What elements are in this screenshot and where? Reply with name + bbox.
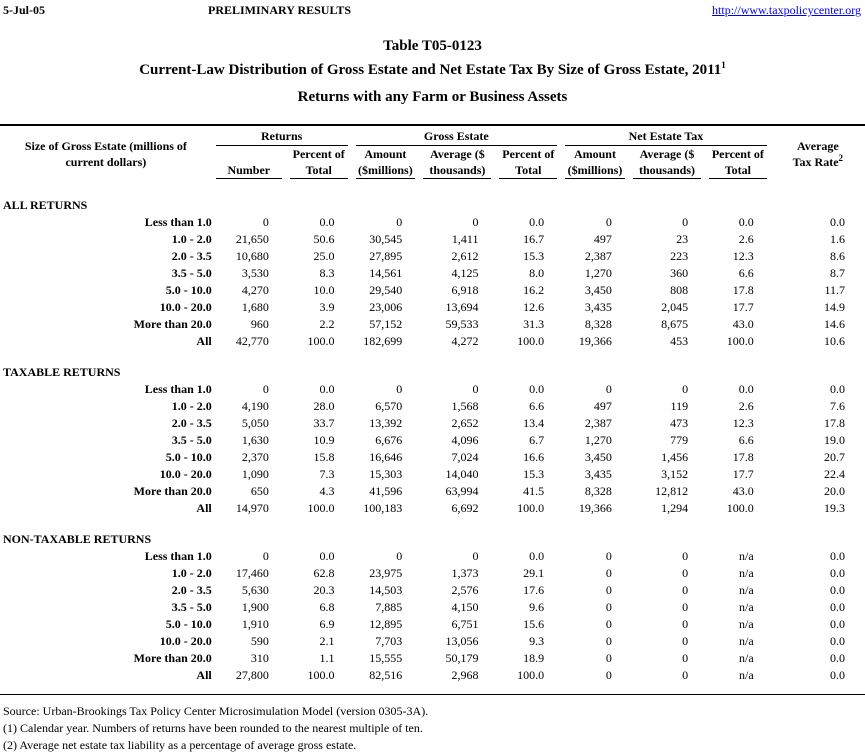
gross-estate-group-header: Gross Estate [352,128,562,146]
table-row [0,214,865,231]
table-cell: 590 [250,634,269,648]
row-label: Less than 1.0 [144,382,212,396]
table-cell: 1,411 [451,232,479,246]
gross-amount-header: Amount ($millions) [352,146,420,179]
table-cell: 2,370 [241,450,269,464]
table-cell: 0.0 [830,668,845,682]
net-estate-tax-group-header: Net Estate Tax [561,128,771,146]
table-cell: 6.8 [319,600,335,614]
size-column-header: Size of Gross Estate (millions of current dollars) [24,138,187,169]
table-cell: 3,435 [584,300,612,314]
table-cell: 310 [250,651,269,665]
table-cell: 0 [605,549,612,563]
table-row [0,415,865,432]
table-cell: 0 [682,382,689,396]
table-cell: 6,692 [451,501,479,515]
table-cell: 41.5 [523,484,545,498]
row-label: 10.0 - 20.0 [159,300,212,314]
table-cell: 453 [670,334,689,348]
table-cell: 8.7 [830,266,845,280]
table-row [0,466,865,483]
table-cell: 57,152 [369,317,403,331]
preliminary-label: PRELIMINARY RESULTS [208,3,352,17]
table-cell: 1,680 [241,300,269,314]
table-row [0,500,865,517]
table-cell: 20.7 [824,450,845,464]
table-cell: 6.6 [738,266,754,280]
table-cell: 6.6 [529,399,545,413]
table-title: Current-Law Distribution of Gross Estate and Net Estate Tax By Size of Gross Estate, 2011$^1$ [139,60,726,78]
table-cell: 7.6 [830,399,845,413]
table-row [0,599,865,616]
table-cell: 27,800 [235,668,269,682]
row-label: All [196,334,212,348]
table-cell: 0 [682,583,689,597]
table-cell: 62.8 [313,566,335,580]
table-row [0,616,865,633]
row-label: 1.0 - 2.0 [171,399,212,413]
table-row [0,432,865,449]
table-row [0,333,865,350]
table-cell: 63,994 [445,484,479,498]
table-cell: 17.6 [523,583,545,597]
table-cell: 6,570 [375,399,403,413]
table-cell: 8.3 [319,266,335,280]
row-label: 5.0 - 10.0 [165,283,212,297]
table-cell: 7,885 [375,600,403,614]
table-cell: 17.7 [732,467,754,481]
table-cell: 0.0 [830,651,845,665]
table-cell: 0.0 [830,215,845,229]
row-label: 10.0 - 20.0 [159,634,212,648]
table-cell: 13,392 [369,416,403,430]
table-cell: 31.3 [523,317,545,331]
table-cell: 0.0 [830,382,845,396]
table-cell: 4.3 [319,484,335,498]
table-cell: 5,630 [241,583,269,597]
table-cell: 13.4 [523,416,545,430]
table-cell: 0.0 [830,583,845,597]
table-cell: 1,270 [584,433,612,447]
table-cell: 6.9 [319,617,335,631]
table-cell: 0.0 [830,600,845,614]
table-cell: 7,024 [451,450,479,464]
table-cell: 497 [593,232,612,246]
table-cell: 0.0 [529,549,545,563]
table-cell: 50.6 [313,232,335,246]
table-cell: 14,503 [369,583,403,597]
table-cell: 1,568 [451,399,479,413]
table-cell: 0 [682,549,689,563]
table-row [0,449,865,466]
table-cell: 0.0 [738,215,754,229]
table-row [0,265,865,282]
table-cell: 17.8 [824,416,845,430]
table-cell: 1.6 [830,232,845,246]
source-note: Source: Urban-Brookings Tax Policy Center Microsimulation Model (version 0305-3A). [3,704,429,718]
table-cell: n/a [739,583,754,597]
table-cell: 20.0 [824,484,845,498]
returns-percent-header: Percent of Total [286,146,352,179]
table-cell: 6,676 [375,433,403,447]
table-cell: 100.0 [517,668,545,682]
row-label: 1.0 - 2.0 [171,566,212,580]
table-cell: 4,270 [241,283,269,297]
table-cell: 23 [676,232,689,246]
table-cell: 0 [605,651,612,665]
table-cell: 497 [593,399,612,413]
table-cell: n/a [739,600,754,614]
table-cell: 6.7 [529,433,545,447]
table-cell: 0 [262,215,269,229]
table-cell: 14,970 [235,501,269,515]
section-title-all-returns: ALL RETURNS [3,198,88,212]
table-cell: 13,694 [445,300,479,314]
table-cell: 100,183 [363,501,403,515]
table-row [0,667,865,684]
table-row [0,565,865,582]
table-cell: 0 [682,566,689,580]
table-cell: 17.8 [732,283,754,297]
table-notes [3,703,428,754]
table-cell: 100.0 [307,501,335,515]
table-cell: 960 [250,317,269,331]
table-cell: 6,751 [451,617,479,631]
table-cell: 0.0 [529,382,545,396]
table-row [0,381,865,398]
section-title-taxable-returns: TAXABLE RETURNS [3,365,121,379]
table-cell: 0.0 [830,549,845,563]
table-cell: 0 [605,668,612,682]
table-cell: 1,910 [241,617,269,631]
table-cell: 8,328 [584,484,612,498]
table-cell: 2,612 [451,249,479,263]
table-cell: 22.4 [824,467,845,481]
table-cell: 0 [605,583,612,597]
table-cell: 0.0 [830,634,845,648]
table-cell: 4,125 [451,266,479,280]
row-label: 1.0 - 2.0 [171,232,212,246]
gross-average-header: Average ($ thousands) [419,146,495,179]
table-cell: 1,090 [241,467,269,481]
table-cell: 15.8 [313,450,335,464]
table-row [0,582,865,599]
table-cell: 8,328 [584,317,612,331]
table-cell: 28.0 [313,399,335,413]
table-cell: 0 [605,382,612,396]
row-label: 5.0 - 10.0 [165,450,212,464]
table-cell: 3,450 [584,283,612,297]
table-cell: 650 [250,484,269,498]
row-label: All [196,668,212,682]
table-cell: 16.6 [523,450,545,464]
table-row [0,316,865,333]
table-cell: 1,373 [451,566,479,580]
table-cell: 13,056 [445,634,479,648]
table-cell: 14.9 [824,300,845,314]
table-cell: 100.0 [726,334,754,348]
table-cell: 0 [605,600,612,614]
table-cell: 223 [670,249,689,263]
table-cell: 10.6 [824,334,845,348]
table-cell: n/a [739,651,754,665]
table-cell: 15.6 [523,617,545,631]
row-label: 5.0 - 10.0 [165,617,212,631]
table-cell: 14,561 [369,266,403,280]
table-cell: 1,270 [584,266,612,280]
table-cell: 100.0 [307,668,335,682]
table-cell: n/a [739,617,754,631]
table-cell: 33.7 [313,416,335,430]
row-label: More than 20.0 [133,484,212,498]
table-cell: 43.0 [732,317,754,331]
table-cell: 0 [682,600,689,614]
table-cell: 4,190 [241,399,269,413]
table-cell: 30,545 [369,232,403,246]
table-cell: 12.3 [732,249,754,263]
table-cell: 0.0 [738,382,754,396]
table-cell: 8.6 [830,249,845,263]
table-cell: 19.3 [824,501,845,515]
table-cell: 100.0 [726,501,754,515]
table-cell: n/a [739,566,754,580]
table-cell: 12.6 [523,300,545,314]
table-cell: 11.7 [824,283,845,297]
table-cell: 2,652 [451,416,479,430]
table-cell: 0 [396,382,403,396]
table-cell: 2.6 [738,399,754,413]
table-id: Table T05-0123 [383,38,482,54]
table-cell: 119 [670,399,689,413]
table-cell: 2.6 [738,232,754,246]
table-cell: 19.0 [824,433,845,447]
table-cell: 0 [682,617,689,631]
table-cell: 0 [472,549,479,563]
row-label: 10.0 - 20.0 [159,467,212,481]
table-cell: 8.0 [529,266,545,280]
table-cell: 16.2 [523,283,545,297]
footnote-marker-2: 2 [838,152,844,163]
table-cell: 19,366 [578,334,612,348]
average-tax-rate-header: Average Tax Rate$^2$ [792,138,844,169]
table-cell: 0 [472,382,479,396]
table-cell: 15,555 [369,651,403,665]
table-cell: 1,630 [241,433,269,447]
table-row [0,548,865,565]
row-label: More than 20.0 [133,651,212,665]
table-cell: 59,533 [445,317,479,331]
table-cell: n/a [739,668,754,682]
row-label: 3.5 - 5.0 [171,433,212,447]
table-cell: 10.9 [313,433,335,447]
table-cell: 2.1 [319,634,335,648]
table-cell: 29.1 [523,566,545,580]
table-cell: 1,456 [661,450,689,464]
table-cell: 21,650 [235,232,269,246]
net-amount-header: Amount ($millions) [561,146,629,179]
table-cell: 16,646 [369,450,403,464]
table-cell: 2.2 [319,317,335,331]
table-cell: 4,150 [451,600,479,614]
table-cell: 360 [670,266,689,280]
gross-percent-header: Percent of Total [495,146,561,179]
table-cell: 3,450 [584,450,612,464]
returns-group-header: Returns [212,128,352,146]
table-cell: 12.3 [732,416,754,430]
table-cell: 100.0 [307,334,335,348]
table-cell: 0 [262,382,269,396]
table-row [0,299,865,316]
table-row [0,398,865,415]
table-cell: 0 [605,566,612,580]
table-row [0,483,865,500]
table-cell: 41,596 [369,484,403,498]
row-label: 3.5 - 5.0 [171,600,212,614]
tax-policy-center-link[interactable]: http://www.taxpolicycenter.org [712,3,861,17]
table-cell: 12,895 [369,617,403,631]
table-cell: 0.0 [830,566,845,580]
table-cell: 10,680 [235,249,269,263]
table-cell: 2,968 [451,668,479,682]
table-cell: 3.9 [319,300,335,314]
table-cell: 29,540 [369,283,403,297]
table-cell: 14,040 [445,467,479,481]
table-cell: 0.0 [319,549,335,563]
row-label: 2.0 - 3.5 [171,249,212,263]
table-cell: 20.3 [313,583,335,597]
table-cell: 15.3 [523,249,545,263]
table-cell: 15,303 [369,467,403,481]
table-cell: 0 [396,549,403,563]
table-cell: 43.0 [732,484,754,498]
table-cell: 8,675 [661,317,689,331]
table-cell: 6,918 [451,283,479,297]
table-cell: 17.8 [732,450,754,464]
table-cell: 9.3 [529,634,545,648]
table-cell: 42,770 [235,334,269,348]
table-cell: 100.0 [517,334,545,348]
net-percent-header: Percent of Total [705,146,771,179]
table-cell: 0 [605,634,612,648]
table-cell: 0 [605,617,612,631]
table-cell: 1.1 [319,651,335,665]
table-cell: 4,272 [451,334,479,348]
table-cell: n/a [739,549,754,563]
table-cell: 10.0 [313,283,335,297]
table-cell: 0.0 [529,215,545,229]
table-cell: 3,435 [584,467,612,481]
table-cell: 808 [670,283,689,297]
table-cell: 18.9 [523,651,545,665]
row-label: 3.5 - 5.0 [171,266,212,280]
table-cell: 27,895 [369,249,403,263]
row-label: 2.0 - 3.5 [171,416,212,430]
row-label: 2.0 - 3.5 [171,583,212,597]
table-row [0,650,865,667]
table-cell: 0 [682,634,689,648]
section-title-non-taxable-returns: NON-TAXABLE RETURNS [3,532,152,546]
table-cell: 0 [682,668,689,682]
table-cell: 0 [396,215,403,229]
table-cell: 17.7 [732,300,754,314]
table-cell: n/a [739,634,754,648]
row-label: All [196,501,212,515]
table-cell: 0 [262,549,269,563]
table-cell: 0.0 [319,382,335,396]
table-row [0,231,865,248]
table-cell: 19,366 [578,501,612,515]
table-cell: 14.6 [824,317,845,331]
report-date: 5-Jul-05 [3,3,45,17]
table-cell: 15.3 [523,467,545,481]
table-cell: 2,576 [451,583,479,597]
table-cell: 12,812 [655,484,689,498]
table-cell: 82,516 [369,668,403,682]
table-subtitle: Returns with any Farm or Business Assets [297,89,568,105]
footnote-marker-1: 1 [721,60,726,70]
table-cell: 5,050 [241,416,269,430]
table-cell: 25.0 [313,249,335,263]
table-cell: 3,530 [241,266,269,280]
table-cell: 2,045 [661,300,689,314]
table-cell: 100.0 [517,501,545,515]
table-row [0,282,865,299]
table-cell: 16.7 [523,232,545,246]
table-cell: 7.3 [319,467,335,481]
table-row [0,248,865,265]
table-cell: 23,975 [369,566,403,580]
net-average-header: Average ($ thousands) [629,146,705,179]
table-cell: 50,179 [445,651,479,665]
table-cell: 23,006 [369,300,403,314]
table-cell: 1,294 [661,501,689,515]
table-cell: 0 [682,651,689,665]
table-cell: 0.0 [319,215,335,229]
table-cell: 9.6 [529,600,545,614]
footnote-2: (2) Average net estate tax liability as a percentage of average gross estate. [3,738,357,752]
table-cell: 0.0 [830,617,845,631]
footnote-1: (1) Calendar year. Numbers of returns have been rounded to the nearest multiple of ten. [3,721,423,735]
table-cell: 2,387 [584,249,612,263]
table-cell: 0 [472,215,479,229]
table-cell: 17,460 [235,566,269,580]
table-cell: 473 [670,416,689,430]
table-cell: 7,703 [375,634,403,648]
table-row [0,633,865,650]
table-cell: 182,699 [363,334,403,348]
table-cell: 6.6 [738,433,754,447]
table-cell: 0 [605,215,612,229]
table-cell: 779 [670,433,689,447]
row-label: Less than 1.0 [144,549,212,563]
table-cell: 1,900 [241,600,269,614]
table-cell: 3,152 [661,467,689,481]
row-label: More than 20.0 [133,317,212,331]
table-cell: 4,096 [451,433,479,447]
table-cell: 0 [682,215,689,229]
table-cell: 2,387 [584,416,612,430]
number-header: Number [212,146,286,179]
row-label: Less than 1.0 [144,215,212,229]
estate-tax-table [0,124,865,695]
